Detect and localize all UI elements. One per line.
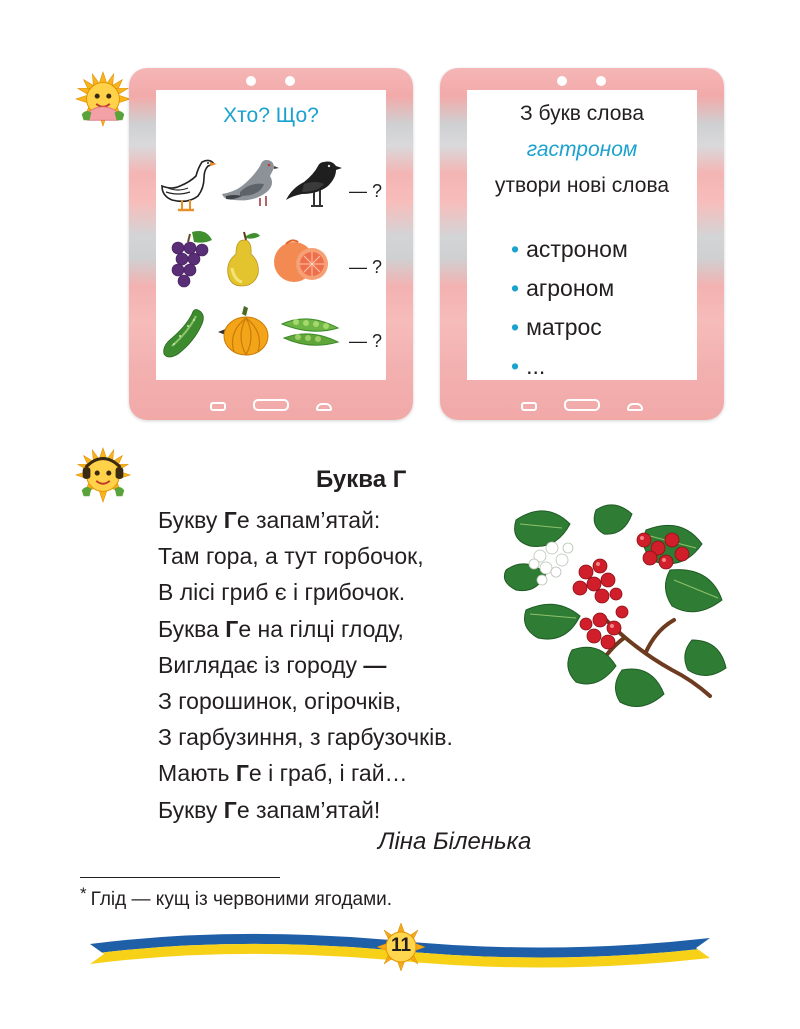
footnote-text: Глід — кущ із червоними ягодами. <box>90 889 393 910</box>
word-list <box>511 230 628 386</box>
list-item: • агроном <box>511 275 615 301</box>
tablet-home-button <box>253 399 289 411</box>
poem-line: З горошинок, огірочків, <box>158 687 402 714</box>
task-source-word: гастроном <box>526 138 638 161</box>
bullet-icon: • <box>511 353 520 379</box>
tablet-menu-button <box>627 403 643 411</box>
grapefruit-icon <box>268 228 334 290</box>
tablet-screen <box>467 90 697 380</box>
picture-row-vegetables <box>158 302 388 364</box>
crow-icon <box>284 152 344 214</box>
picture-row-birds <box>158 152 388 214</box>
tablet-home-button <box>564 399 600 411</box>
poem-line: В лісі гриб є і грибочок. <box>158 579 406 606</box>
poem-line: З гарбузиння, з гарбузочків. <box>158 724 453 751</box>
sunflower-icon <box>74 446 132 504</box>
tablet-back-button <box>210 402 226 411</box>
who-what-title: Хто? Що? <box>223 104 319 127</box>
poem-line: Виглядає із городу — <box>158 651 387 678</box>
poem-line: Букву Ге запам’ятай: <box>158 507 381 533</box>
pigeon-icon <box>220 152 280 214</box>
hawthorn-branch-icon <box>496 500 732 720</box>
poem-line: Там гора, а тут горбочок, <box>158 543 424 570</box>
tablet-who-what <box>129 68 413 420</box>
goose-icon <box>158 152 218 214</box>
bullet-icon: • <box>511 236 520 262</box>
list-item: • матрос <box>511 314 602 340</box>
grapes-icon <box>164 228 220 290</box>
list-item: • астроном <box>511 236 628 262</box>
poem-line: Мають Ге і граб, і гай… <box>158 760 408 787</box>
page-number: 11 <box>390 935 412 956</box>
task-line-3: утвори нові слова <box>494 174 670 197</box>
footnote-rule <box>80 877 280 878</box>
task-line-1: З букв слова <box>519 102 645 125</box>
bullet-icon: • <box>511 314 520 340</box>
pear-icon <box>224 228 264 290</box>
question-prompt: — ? <box>348 331 382 351</box>
cucumber-icon <box>158 302 210 364</box>
question-prompt: — ? <box>348 257 382 277</box>
tablet-camera-dot <box>246 76 256 86</box>
picture-row-fruits <box>158 228 388 290</box>
bullet-icon: • <box>511 275 520 301</box>
footnote-marker: * <box>80 884 87 903</box>
tablet-word-task <box>440 68 724 420</box>
poem-line: Буква Ге на гілці глоду, <box>158 615 404 642</box>
tablet-camera-dot <box>285 76 295 86</box>
tablet-screen <box>156 90 386 380</box>
poem-author: Ліна Біленька <box>378 828 532 855</box>
list-item: • ... <box>511 353 546 379</box>
poem-line: Букву Ге запам’ятай! <box>158 796 381 823</box>
poem-title: Буква Г <box>316 466 407 493</box>
sunflower-mascot-top <box>74 70 132 128</box>
tablet-camera-dot <box>557 76 567 86</box>
question-prompt: — ? <box>348 181 382 201</box>
footnote <box>80 884 392 911</box>
tablet-buttons <box>440 399 724 413</box>
sunflower-mascot-poem <box>74 446 132 504</box>
tablet-camera-dot <box>596 76 606 86</box>
pea-pods-icon <box>278 302 344 364</box>
tablet-back-button <box>521 402 537 411</box>
sunflower-icon <box>74 70 132 128</box>
pumpkin-icon <box>212 302 274 364</box>
tablet-buttons <box>129 399 413 413</box>
poem-body <box>158 502 453 828</box>
tablet-menu-button <box>316 403 332 411</box>
